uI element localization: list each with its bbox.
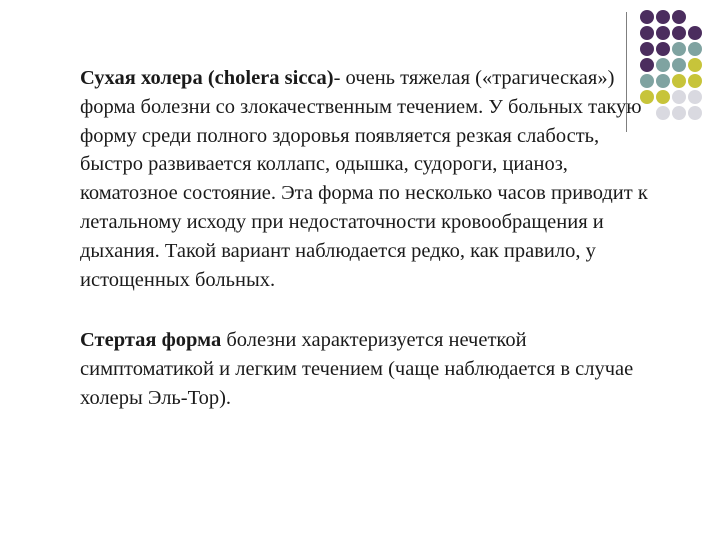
decor-dot: [688, 90, 702, 104]
decor-dot: [640, 26, 654, 40]
decor-dot: [688, 58, 702, 72]
paragraph-dry-cholera: [80, 64, 650, 294]
decor-dot: [656, 74, 670, 88]
decor-dot: [656, 58, 670, 72]
paragraph-dry-cholera-text: - очень тяжелая («трагическая») форма болезни со злокачественным течением. У больных такую форму среди полного здоровья появляется резкая слабость, быстро развивается коллапс, одышка, судороги, цианоз, коматозное состояние. Эта форма по несколько часов приводит к летальному исходу при недостаточности кровообращения и дыхания. Такой вариант наблюдается редко, как правило, у истощенных больных.: [80, 67, 648, 291]
body-text: [80, 64, 650, 413]
decor-dot: [640, 42, 654, 56]
paragraph-erased-form-text: болезни характеризуется нечеткой симптоматикой и легким течением (чаще наблюдается в случае холеры Эль-Тор).: [80, 329, 634, 409]
decor-dot: [672, 58, 686, 72]
decor-dot: [656, 106, 670, 120]
term-dry-cholera: Сухая холера (cholera sicca): [80, 67, 334, 89]
decor-dot: [656, 26, 670, 40]
decor-dot: [656, 42, 670, 56]
decor-dot: [672, 106, 686, 120]
decor-dot: [656, 10, 670, 24]
decor-dot: [688, 42, 702, 56]
decor-dot: [672, 10, 686, 24]
decor-dot: [688, 74, 702, 88]
decor-dot: [640, 10, 654, 24]
decor-dot: [672, 74, 686, 88]
decor-dot: [672, 26, 686, 40]
decor-dot: [672, 42, 686, 56]
decor-dot: [672, 90, 686, 104]
decor-dot: [688, 26, 702, 40]
term-erased-form: Стертая форма: [80, 329, 222, 352]
decor-dot: [656, 90, 670, 104]
decor-dot: [688, 106, 702, 120]
paragraph-erased-form: [80, 326, 650, 412]
